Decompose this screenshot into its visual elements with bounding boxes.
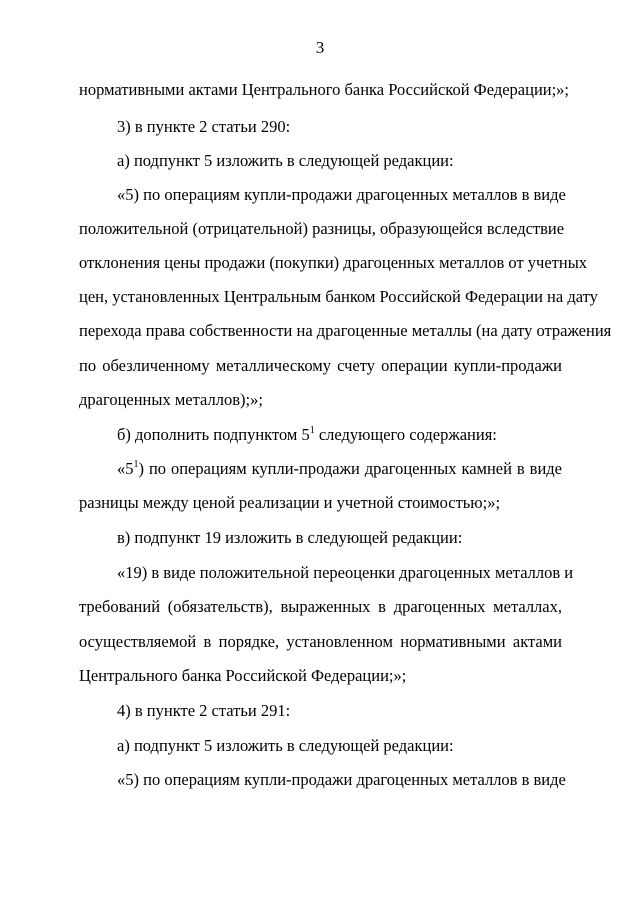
- text-line: в) подпункт 19 изложить в следующей редакции:: [117, 528, 463, 547]
- text-line: [117, 424, 562, 446]
- text-line: а) подпункт 5 изложить в следующей редакции:: [117, 151, 454, 170]
- text-line: драгоценных металлов);»;: [79, 390, 263, 409]
- text-line: [117, 458, 562, 480]
- text-segment: ) по операциям купли-продажи драгоценных камней в виде: [138, 459, 562, 478]
- text-line: нормативными актами Центрального банка Российской Федерации;»;: [79, 80, 570, 99]
- text-line: требований (обязательств), выраженных в драгоценных металлах,: [79, 597, 562, 616]
- text-line: «5) по операциям купли-продажи драгоценных металлов в виде: [117, 185, 566, 204]
- text-line: положительной (отрицательной) разницы, образующейся вследствие: [79, 219, 565, 238]
- text-line: перехода права собственности на драгоценные металлы (на дату отражения: [79, 321, 612, 340]
- text-line: «19) в виде положительной переоценки драгоценных металлов и: [117, 563, 574, 582]
- text-line: «5) по операциям купли-продажи драгоценных металлов в виде: [117, 770, 566, 789]
- text-line: Центрального банка Российской Федерации;»;: [79, 666, 407, 685]
- text-segment: «5: [117, 459, 134, 478]
- text-line: осуществляемой в порядке, установленном нормативными актами: [79, 632, 562, 651]
- page-number: 3: [315, 38, 325, 57]
- text-line: цен, установленных Центральным банком Российской Федерации на дату: [79, 287, 598, 306]
- superscript: 1: [133, 458, 139, 470]
- text-line: 4) в пункте 2 статьи 291:: [117, 701, 291, 720]
- text-line: а) подпункт 5 изложить в следующей редакции:: [117, 736, 454, 755]
- text-line: разницы между ценой реализации и учетной стоимостью;»;: [79, 493, 501, 512]
- superscript: 1: [309, 424, 315, 436]
- text-segment: б) дополнить подпунктом 5: [117, 425, 310, 444]
- text-line: отклонения цены продажи (покупки) драгоценных металлов от учетных: [79, 253, 588, 272]
- text-line: 3) в пункте 2 статьи 290:: [117, 117, 291, 136]
- text-line: по обезличенному металлическому счету операции купли-продажи: [79, 356, 562, 375]
- text-segment: следующего содержания:: [314, 425, 497, 444]
